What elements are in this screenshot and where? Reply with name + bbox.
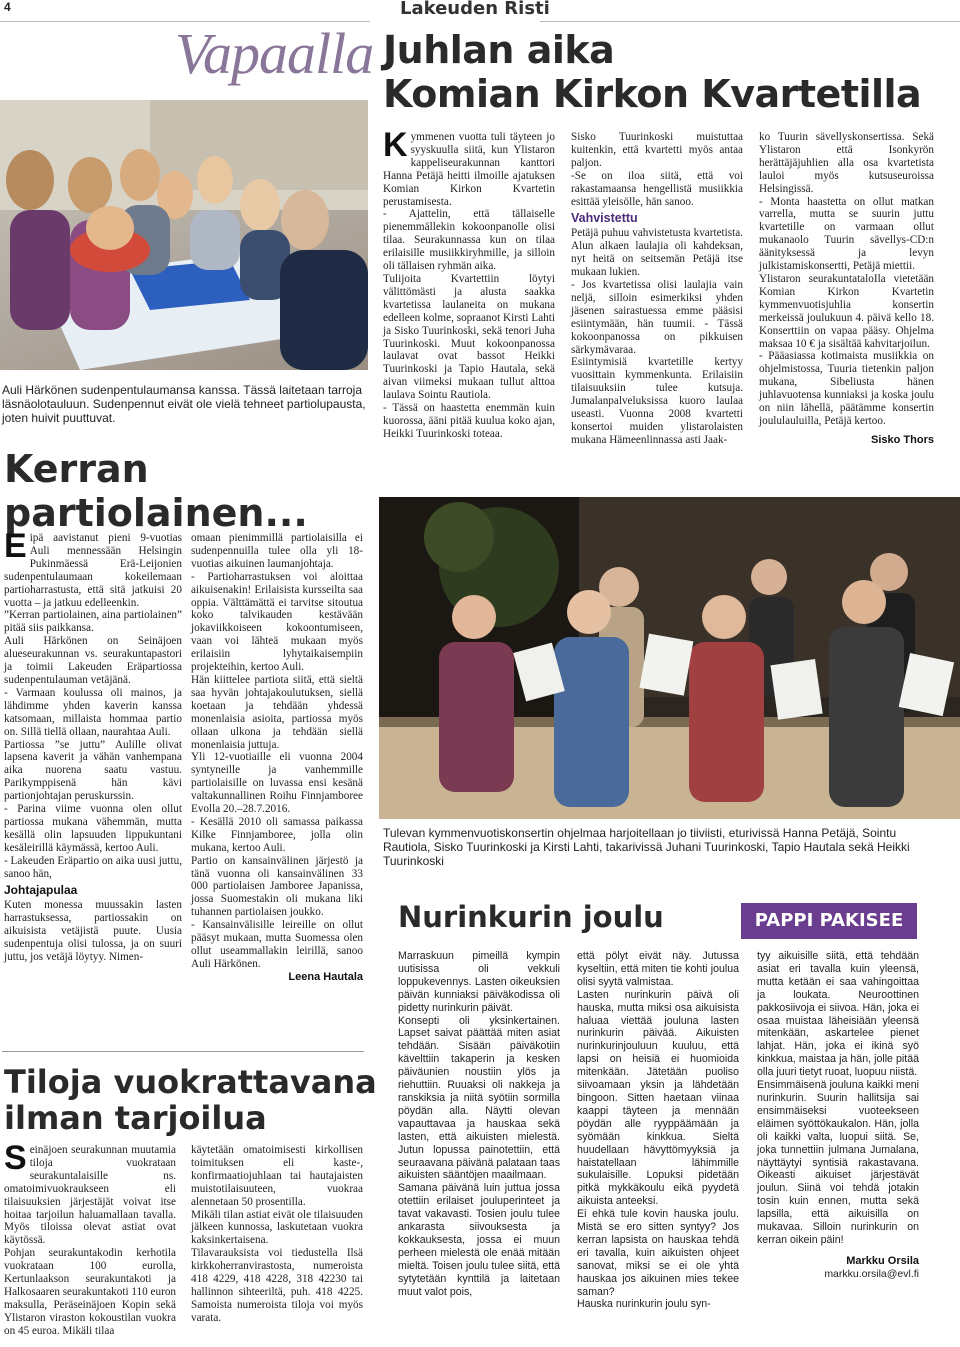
- story4-col1-p1: Marraskuun pimeillä kympin uutisissa oli vekkuli loppukevennys. Lasten oikeuksien päivän kunniaksi päiväkodissa oli pidetty nurinkurin päivät.: [398, 950, 560, 1014]
- story1-column-1: [383, 126, 555, 441]
- story2-col1-p4: - Varmaan koulussa oli mainos, ja lähdimme yhden kaverin kanssa katsomaan, millaista hommaa partio on. Sillä tiellä ollaan, naurahtaa Auli.: [4, 686, 182, 738]
- story2-col2-p4: Yli 12-vuotiaille eli vuonna 2004 syntyneille ja vanhemmille partiolaisille on luvassa ensi kesänä valtakunnallinen Roihu Finnjamboree Evolla 20.–28.7.2016.: [191, 751, 363, 816]
- story3-col2-p2: Mikäli tilan astiat eivät ole tilaisuuden jälkeen kunnossa, laskutetaan vuokra kaksinkertaisena.: [191, 1208, 363, 1247]
- story2-title-line2: partiolainen...: [4, 491, 308, 535]
- story3-column-2: [191, 1144, 363, 1325]
- story4-column-1: [398, 950, 560, 1298]
- story2-col1-p2: ”Kerran partiolainen, aina partiolainen” pitää siis paikkansa.: [4, 609, 182, 635]
- story2-col1-p5: Partiossa ”se juttu” Aulille olivat lapsena kaverit ja vähän vanhempana aika nuorena saatu vastuu. Parikymppisenä hän kävi partionjohtajan peruskurssin.: [4, 738, 182, 803]
- story3-col2-p1: käytetään omatoimisesti kirkollisen toimituksen eli kaste-, konfirmaatiojuhlaan tai hautajaisten muistotilaisuuteen, vuokraa alennetaan 50 prosentilla.: [191, 1144, 363, 1208]
- story3-title-line1: Tiloja vuokrattavana: [4, 1063, 377, 1101]
- story3-title: [4, 1064, 377, 1136]
- story4-col2-p2: Lasten nurinkurin päivä oli hauska, mutta miksi osa aikuisista haluaa viettää jouluna lasten nurinkurin päivää. Aikuisten nurinkurinjouluun kuuluu, että lapsi on heisiä ei huomioida mitenkään. Jätetään puoliso siivoamaan yksin ja lähdetään bingoon. Sitten haetaan viinaa kaappi täyteen ja mennään pöydän alle ryyppäämään ja syömään kinkkua. Sieltä huudellaan hävyttömyyksiä ja haistatellaan lähimmille sukulaisille. Lopuksi pidetään pitkä mykkäkoulu eikä pyydetä aikuista anteeksi.: [577, 988, 739, 1208]
- scouts-photo-caption: Auli Härkönen sudenpentulaumansa kanssa. Tässä laitetaan tarroja läsnäolotauluun. Sudenpennut eivät ole vielä tehneet partiolupausta, joten huivit puuttuvat.: [2, 383, 366, 425]
- story2-col2-p1: omaan pienimmillä partiolaisilla ei sudenpennuilla tulee olla yli 18-vuotias aikuinen laumanjohtaja.: [191, 532, 363, 570]
- story2-col1-p3: Auli Härkönen on Seinäjoen alueseurakunnan vs. seurakuntapastori ja toimii Lakeuden Eräpartiossa sudenpentulauman vetäjänä.: [4, 635, 182, 686]
- story2-col2-p2: - Partioharrastuksen voi aloittaa aikuisenakin! Erilaisista kursseilta saa oppia. Välttämättä ei tarvitse sitoutua koko talvikauden kestävään jokaviikkoiseen kokoontumiseen, vaan voi lähteä mukaan myös erilaisiin lyhytaikaisempiin projekteihin, kertoo Auli.: [191, 570, 363, 674]
- story2-col1-p1: ipä aavistanut pieni 9-vuotias Auli mennessään Helsingin Pukinmäessä Erä-Leijonien sudenpentulaumaan kokeilemaan partioharrastusta, että sitä jatkuisi 20 vuotta – ja jatkuu edelleenkin.: [4, 532, 182, 609]
- story1-col2-p3: Petäjä puhuu vahvistetusta kvartetista. Alun alkaen laulajia oli kahdeksan, nyt heitä on seitsemän Petäjä itse mukaan lukien.: [571, 227, 743, 279]
- story4-col1-p2: Konsepti oli yksinkertainen. Lapset saivat päättää miten asiat tehdään. Sisään päiväkotiin kävelttiin takaperin ja kesken päiväunien noustiin ylös ja riehuttiin. Ruuaksi oli nakkeja ja ranskiksia ja niitä syötiin sormilla pöydän alla. Näytti olevan vapauttavaa ja hauskaa sekä lasten, että aikuisten mielestä. Jutun lopussa painotettiin, että seuraavana päivänä palataan taas aikuisten sääntöjen maailmaan.: [398, 1014, 560, 1182]
- story1-col1-p1: ymmenen vuotta tuli täyteen jo syyskuulla siitä, kun Ylistaron kappeliseurakunnan kanttori Hanna Petäjä heitti ilmoille ajatuksen Komian Kirkon Kvartetin perustamisesta.: [383, 131, 555, 208]
- story1-col3-p1: ko Tuurin sävellyskonsertissa. Sekä Ylistaron että Isonkyrön herättäjäjuhlien alla osa kvartetista lauloi myös kutsuseuroissa Helsingissä.: [759, 131, 934, 195]
- story2-signature: Leena Hautala: [288, 970, 363, 983]
- story2-col1-p8: Kuten monessa muussakin lasten harrastuksessa, partiossakin on aikuisista vetäjistä puute. Uusia sudenpentuja olisi tulossa, ja on suuri juttu, jos vetäjä löytyy. Nimen-: [4, 899, 182, 963]
- story1-signature: Sisko Thors: [871, 433, 934, 446]
- story2-title: [4, 447, 308, 535]
- scouts-photo-illustration: [0, 100, 368, 370]
- page-number: 4: [4, 0, 11, 14]
- story2-column-2: [191, 532, 363, 984]
- story3-col1-p1: einäjoen seurakunnan muutamia tiloja vuokrataan seurakuntalaisille ns. omatoimivuokraukseen eli tilaisuuksien järjestäjät voivat itse hoitaa tarjoilun haluamallaan tavalla. Myös tiloissa olevat astiat ovat käytössä.: [4, 1144, 176, 1247]
- story2-col1-p7: - Lakeuden Eräpartio on aika uusi juttu, sanoo hän,: [4, 854, 183, 880]
- story4-col2-p3: Ei ehkä tule kovin hauska joulu. Mistä se ero sitten syntyy? Jos kerran lapsista on hauskaa tehdä eri tavalla, kuin aikuisten ohjeet sanovat, miksi se ei ole yhtä hauskaa jos aikuinen mies tekee saman?: [577, 1208, 739, 1298]
- story1-col1-p2: - Ajattelin, että tällaiselle pienemmällekin kokoonpanolle olisi tilaa. Seurakunnassa kun on tilaa erilaisille musiikkiryhmille, ja silloin oli tällaisen ryhmän aika.: [383, 208, 555, 273]
- story1-title: [383, 28, 921, 116]
- story2-dropcap: E: [4, 527, 27, 565]
- story2-col2-p3: Hän kiittelee partiota siitä, että sieltä saa hyvän johtajakoulutuksen, siellä koetaan ja tehdään yhdessä monenlaisia asioita, partiossa myös ollaan ulkona ja tehdään siellä monenlaisia juttuja.: [191, 673, 363, 751]
- story3-col1-p2: Pohjan seurakuntakodin kerhotila vuokrataan 100 eurolla, Kertunlaakson seurakuntakoti ja Halkosaaren seurakuntakoti 110 euron maksulla, Peräseinäjoen Kopin sekä Ylistaron viraston kokoustilan vuokra on 45 euroa. Mikäli tilaa: [4, 1247, 177, 1337]
- header-rule-right: [540, 21, 960, 22]
- story3-dropcap: S: [4, 1139, 27, 1177]
- story1-col3-p3: Ylistaron seurakuntataloIla vietetään Komian Kirkon Kvartetin kymmenvuotisjuhlia konsertin merkeissä joulukuun 4. päivä kello 18. Konserttiin on vapaa pääsy. Ohjelma maksaa 10 € ja sisältää kahvitarjoilun.: [759, 272, 934, 350]
- story4-title: Nurinkurin joulu: [398, 900, 664, 934]
- story4-column-2: [577, 950, 739, 1311]
- choir-photo-illustration: [379, 497, 960, 819]
- story1-col3-p4: - Pääasiassa kotimaista musiikkia on ohjelmistossa, Tuuria tietenkin paljon mukana, Sibeliusta hänen juhlavuotensa kunniaksi ja koska joulu on niin lähellä, päätämme konsertin joululauluilla, Petäjä kertoo.: [759, 350, 934, 427]
- story4-col3-p2: Ensimmäisenä jouluna kaikki meni nurinkurin. Suurin hallitsija sai ensimmäiseksi vuoteekseen eläimen syöttökaukalon. Hän, jolla oli kaikki valta, luopui siitä. Se, joka tunnettiin julmana Jumalana, näyttäytyi syntisiä rakastavana. Oikeasti aikuiset järjestävät joulun. Siinä voi tehdä jotakin tosin kuin ennen, mutta sekä lapsilla, että aikuisilla on mukavaa. Silloin nurinkurin on kerran oikein päin!: [757, 1079, 919, 1246]
- story3-title-line2: ilman tarjoilua: [4, 1099, 267, 1137]
- story2-col1-p6: - Parina viime vuonna olen ollut partiossa mukana vähemmän, mutta kesällä olin lapsuuden lippukuntani kesäleirillä käymässä, kertoo Auli.: [4, 803, 182, 854]
- story1-column-3: [759, 131, 934, 447]
- section-script-title: Vapaalla: [175, 21, 374, 86]
- story1-col3-p2: - Monta haastetta on ollut matkan varrella, mutta se suurin juttu kvartetille on varmaan ollut mukanaolo Tuurin sävellys-CD:n äänityksessä ja levyn julkistamiskonsertti, Petäjä miettii.: [759, 195, 934, 273]
- story1-col1-p3: Tulijoita Kvartettiin löytyi välittömästi ja alusta saakka kvartetissa laulaneita on mukana edelleen kolme, sopraanot Kirsti Lahti ja Sisko Tuurinkoski, sekä tenori Juha Tuurinkoski. Muut kokoonpanossa laulavat ovat bassot Heikki Tuurinkoski ja Tapio Hautala, sekä aivan viimeksi mukaan tullut alttoa laulava Sointu Rautiola.: [383, 272, 555, 402]
- story2-col2-p7: - Kansainvälisille leireille on ollut pääsyt mukaan, mutta Suomessa olen ollut useammallakin leirillä, sanoo Auli Härkönen.: [191, 919, 363, 970]
- story1-title-line2: Komian Kirkon Kvartetilla: [383, 72, 922, 116]
- story1-col2-p2: -Se on iloa siitä, että voi rakastamaansa hengellistä musiikkia esittää yleisölle, hän sanoo.: [571, 169, 743, 208]
- story1-col2-p5: Esiintymisiä kvartetille kertyy vuosittain kymmenkunta. Erilaisiin tilaisuuksiin tulee kutsuja. Jumalanpalveluksissa kuoro laulaa useasti. Vuonna 2008 kvartetti konsertoi muiden ylistarolaisten mukana Hämeenlinnassa asti Jaak-: [571, 356, 743, 446]
- story4-signature-email: markku.orsila@evl.fi: [824, 1267, 919, 1280]
- story4-col2-p4: Hauska nurinkurin joulu syn-: [577, 1298, 711, 1311]
- story1-column-2: [571, 131, 743, 447]
- choir-photo: [379, 497, 960, 819]
- story1-subhead: Vahvistettu: [571, 211, 638, 226]
- story2-subhead: Johtajapulaa: [4, 883, 78, 898]
- story2-col2-p6: Partio on kansainvälinen järjestö ja tänä vuonna oli kansainvälinen 33 000 partiolaisen Jamboree Japanissa, jossa Suomestakin oli mukana liki tuhannen partiolaisen joukko.: [191, 854, 363, 919]
- story4-col2-p1: että pölyt eivät näy. Jutussa kyseltiin, että miten tie kohti joulua olisi syytä valmistaa.: [577, 950, 739, 988]
- story4-col1-p3: Samana päivänä luin juttua jossa otettiin erilaiset jouluperinteet ja tavat vakavasti. Tosien joulu tulee ankarasta siivouksesta ja kokkauksesta, jossa ei muun perheen mielestä ole enää mitään mieltä. Toisen joulu tulee siitä, että sytytetään kynttilä ja laitetaan muut valot pois,: [398, 1182, 560, 1298]
- story2-title-line1: Kerran: [4, 447, 149, 491]
- story2-col2-p5: - Kesällä 2010 oli samassa paikassa Kilke Finnjamboree, jolla olin mukana, kertoo Auli.: [191, 815, 363, 854]
- scouts-photo: [0, 100, 368, 370]
- story1-col2-p1: Sisko Tuurinkoski muistuttaa kuitenkin, että kvartetti myös antaa paljon.: [571, 131, 743, 169]
- story1-col2-p4: - Jos kvartetissa olisi laulajia vain neljä, silloin esimerkiksi yhden jäsenen sairastuessa emme pääsisi esiintymään, hän tuumii. - Tässä kokoonpanossa on pikkuisen särkymävaraa.: [571, 278, 743, 356]
- story1-dropcap: K: [383, 126, 408, 164]
- story3-col2-p3: Tilavarauksista voi tiedustella Ilsä kirkkoherranvirastosta, numeroista 418 4229, 418 4228, 318 42230 tai hallinnon sihteeriltä, puh. 418 4225. Samoista numeroista tiloja voi myös varata.: [191, 1247, 363, 1324]
- story3-column-1: [4, 1139, 177, 1338]
- pappi-pakisee-badge: PAPPI PAKISEE: [741, 903, 917, 939]
- masthead: Lakeuden Risti: [400, 0, 550, 19]
- choir-photo-caption: Tulevan kymmenvuotiskonsertin ohjelmaa harjoitellaan jo tiiviisti, eturivissä Hanna Petäjä, Sointu Rautiola, Sisko Tuurinkoski ja Kirsti Lahti, takarivissä Juhani Tuurinkoski, Tapio Hautala sekä Heikki Tuurinkoski: [383, 826, 910, 868]
- story4-signature-name: Markku Orsila: [846, 1254, 919, 1267]
- story4-column-3: [757, 950, 919, 1281]
- story4-col3-p1: tyy aikuisille siitä, että tehdään asiat eri tavalla kuin yleensä, mutta ketään ei saa vahingoittaa ja loukata. Neuroottinen pakkosiivoja ei siivoa. Hän, joka ei osaa muistaa läheisiään yleensä mitenkään, askartelee pienet lahjat. Hän, joka ei ikinä syö kinkkua, maistaa ja hän, jolle pitää olla juuri tietyt ruoat, luopuu niistä.: [757, 950, 919, 1079]
- story3-rule: [2, 1051, 364, 1052]
- story1-title-line1: Juhlan aika: [383, 28, 615, 72]
- story2-column-1: [4, 527, 183, 964]
- story1-col1-p4: - Tässä on haastetta enemmän kuin kuorossa, ääni pitää kuulua koko ajan, Heikki Tuurinkoski toteaa.: [383, 402, 555, 440]
